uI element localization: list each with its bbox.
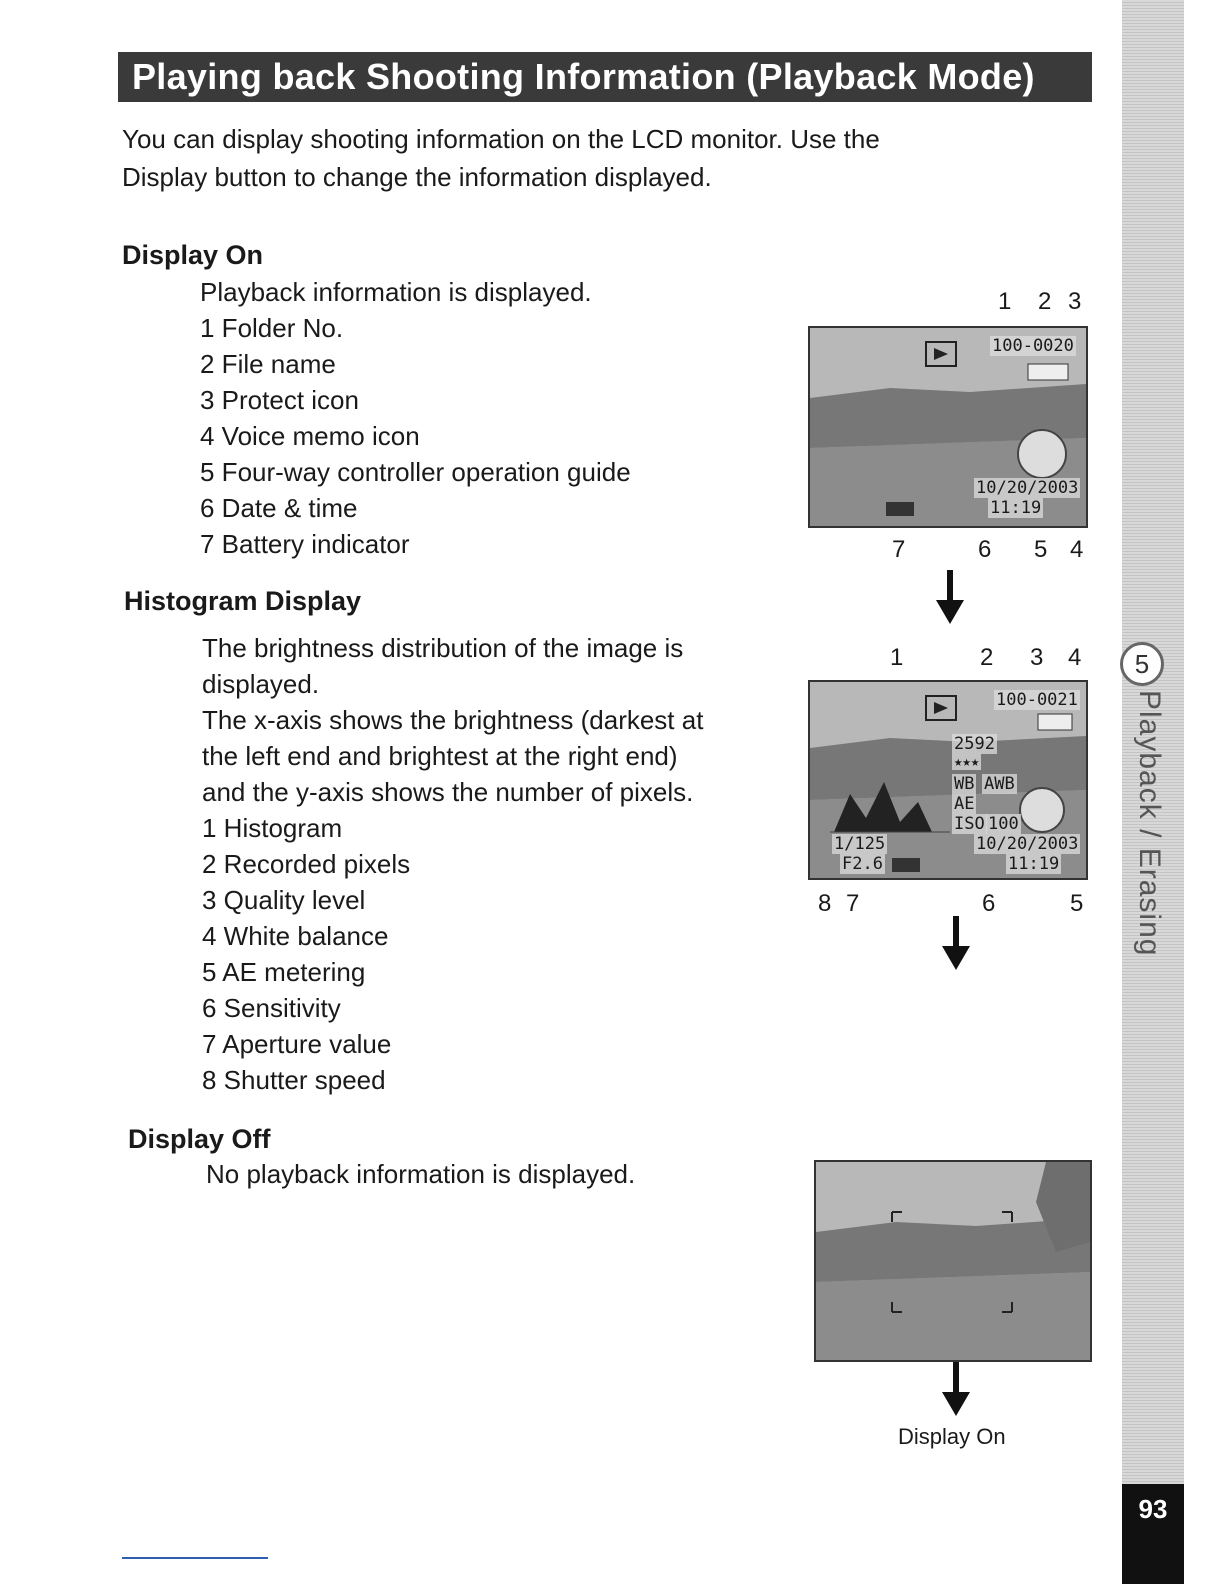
list-item: 3 Quality level	[202, 885, 366, 915]
display-on-heading: Display On	[122, 240, 264, 270]
callout-1: 1	[998, 288, 1012, 315]
histogram-item-list	[202, 810, 703, 1098]
list-item: 1 Folder No.	[200, 313, 344, 343]
lcd-recorded-pixels: 2592	[954, 734, 995, 754]
histogram-line-2: displayed.	[202, 669, 320, 699]
battery-icon	[892, 858, 920, 872]
list-item: 7 Aperture value	[202, 1029, 392, 1059]
histogram-line-1: The brightness distribution of the image is	[202, 633, 684, 663]
lcd-display-on-image	[808, 326, 1088, 528]
lcd-histogram-image	[808, 680, 1088, 880]
callout-2: 2	[980, 644, 994, 671]
callout-5: 5	[1034, 536, 1048, 563]
intro-line-1: You can display shooting information on the LCD monitor. Use the	[122, 124, 880, 154]
intro-paragraph	[122, 120, 1042, 196]
chapter-number-badge: 5	[1120, 642, 1164, 686]
callout-4: 4	[1068, 644, 1082, 671]
histogram-display-heading: Histogram Display	[124, 586, 362, 616]
list-item: 7 Battery indicator	[200, 529, 410, 559]
lcd-date: 10/20/2003	[976, 834, 1079, 854]
callout-1: 1	[890, 644, 904, 671]
list-item: 5 Four-way controller operation guide	[200, 457, 631, 487]
histogram-line-5: and the y-axis shows the number of pixels.	[202, 777, 694, 807]
list-item: 2 File name	[200, 349, 336, 379]
callout-8: 8	[818, 890, 832, 917]
callout-7: 7	[892, 536, 906, 563]
list-item: 1 Histogram	[202, 813, 343, 843]
list-item: 5 AE metering	[202, 957, 366, 987]
lcd-white-balance: AWB	[984, 774, 1015, 794]
lcd-sensitivity: 100	[988, 814, 1019, 834]
chapter-name: Playback / Erasing	[1133, 690, 1166, 957]
four-way-controller-icon	[1020, 788, 1064, 832]
list-item: 6 Sensitivity	[202, 993, 341, 1023]
down-arrow-icon	[932, 570, 968, 626]
battery-icon	[886, 502, 914, 516]
lcd-file-name: 100-0020	[992, 336, 1074, 356]
list-item: 4 White balance	[202, 921, 389, 951]
page-title-banner: Playing back Shooting Information (Playback Mode)	[118, 52, 1092, 102]
intro-line-2: Display button to change the information displayed.	[122, 162, 712, 192]
histogram-line-4: the left end and brightest at the right end)	[202, 741, 678, 771]
protect-icon	[1038, 714, 1072, 730]
list-item: 3 Protect icon	[200, 385, 359, 415]
callout-2: 2	[1038, 288, 1052, 315]
lcd-file-name: 100-0021	[996, 690, 1078, 710]
callout-6: 6	[978, 536, 992, 563]
display-on-body	[200, 274, 631, 562]
callout-4: 4	[1070, 536, 1084, 563]
down-arrow-icon	[938, 916, 974, 972]
lcd-shutter-speed: 1/125	[834, 834, 886, 854]
display-on-description: Playback information is displayed.	[200, 277, 592, 307]
list-item: 8 Shutter speed	[202, 1065, 386, 1095]
callout-6: 6	[982, 890, 996, 917]
lcd-wb-label: WB	[954, 774, 975, 794]
histogram-display-body	[202, 630, 703, 1098]
list-item: 2 Recorded pixels	[202, 849, 411, 879]
down-arrow-icon	[938, 1362, 974, 1418]
footer-rule	[122, 1557, 268, 1559]
display-off-description: No playback information is displayed.	[206, 1159, 636, 1189]
display-on-item-list	[200, 310, 631, 562]
display-off-body	[206, 1156, 635, 1192]
lcd-ae-label: AE	[954, 794, 975, 814]
callout-7: 7	[846, 890, 860, 917]
lcd-time: 11:19	[990, 498, 1042, 518]
list-item: 4 Voice memo icon	[200, 421, 420, 451]
list-item: 6 Date & time	[200, 493, 358, 523]
lcd-aperture-value: F2.6	[842, 854, 883, 874]
protect-icon	[1028, 364, 1068, 380]
lcd-display-off-image	[814, 1160, 1092, 1362]
lcd-date: 10/20/2003	[976, 478, 1079, 498]
callout-3: 3	[1068, 288, 1082, 315]
lcd-iso-label: ISO	[954, 814, 985, 834]
four-way-controller-icon	[1018, 430, 1066, 478]
page-number: 93	[1122, 1484, 1184, 1584]
display-off-heading: Display Off	[128, 1124, 271, 1154]
lcd-quality-level: ★★★	[954, 754, 980, 770]
callout-5: 5	[1070, 890, 1084, 917]
callout-3: 3	[1030, 644, 1044, 671]
lcd-time: 11:19	[1008, 854, 1060, 874]
display-on-caption: Display On	[898, 1424, 1006, 1449]
scene-illustration	[816, 1162, 1090, 1360]
histogram-line-3: The x-axis shows the brightness (darkest at	[202, 705, 704, 735]
